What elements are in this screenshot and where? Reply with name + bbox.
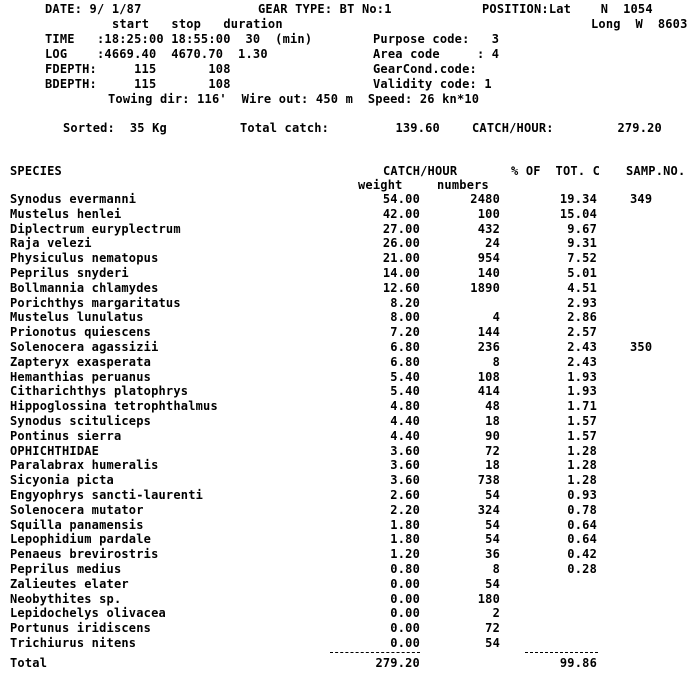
area-code-field: Area code : 4 — [373, 47, 500, 61]
catch-weight: 3.60 — [390, 473, 420, 487]
catch-weight: 2.20 — [390, 503, 420, 517]
species-name: Physiculus nematopus — [10, 251, 159, 265]
pct-total-separator — [525, 652, 598, 653]
sorted-weight: Sorted: 35 Kg — [63, 121, 167, 135]
percent-total: 9.31 — [567, 236, 597, 250]
species-name: Penaeus brevirostris — [10, 547, 159, 561]
percent-total: 5.01 — [567, 266, 597, 280]
catch-weight: 0.00 — [390, 577, 420, 591]
species-name: Mustelus lunulatus — [10, 310, 144, 324]
percent-total: 0.78 — [567, 503, 597, 517]
catch-numbers: 90 — [485, 429, 500, 443]
catch-weight: 6.80 — [390, 355, 420, 369]
gear-type-field: GEAR TYPE: BT No:1 — [258, 2, 392, 16]
percent-total: 15.04 — [559, 207, 597, 221]
percent-total: 7.52 — [567, 251, 597, 265]
catch-numbers: 738 — [477, 473, 500, 487]
catch-weight: 54.00 — [382, 192, 420, 206]
catch-weight: 5.40 — [390, 370, 420, 384]
total-catch-value: 139.60 — [395, 121, 440, 135]
species-name: Porichthys margaritatus — [10, 296, 181, 310]
species-name: Trichiurus nitens — [10, 636, 137, 650]
species-name: Portunus iridiscens — [10, 621, 152, 635]
percent-total: 0.93 — [567, 488, 597, 502]
catch-weight: 1.20 — [390, 547, 420, 561]
catch-weight: 2.60 — [390, 488, 420, 502]
species-name: Peprilus snyderi — [10, 266, 129, 280]
species-name: Raja velezi — [10, 236, 92, 250]
species-name: Solenocera mutator — [10, 503, 144, 517]
catch-numbers: 236 — [477, 340, 500, 354]
validity-code-field: Validity code: 1 — [373, 77, 492, 91]
species-name: Engyophrys sancti-laurenti — [10, 488, 204, 502]
percent-total: 1.71 — [567, 399, 597, 413]
catch-weight: 3.60 — [390, 444, 420, 458]
catch-numbers: 8 — [492, 562, 500, 576]
catch-weight: 0.00 — [390, 621, 420, 635]
catch-numbers: 36 — [485, 547, 500, 561]
catch-weight: 0.00 — [390, 636, 420, 650]
catch-weight: 27.00 — [382, 222, 420, 236]
species-name: Solenocera agassizii — [10, 340, 159, 354]
catch-numbers: 54 — [485, 532, 500, 546]
catch-numbers: 432 — [477, 222, 500, 236]
catch-weight: 7.20 — [390, 325, 420, 339]
total-pct-value: 99.86 — [559, 656, 597, 670]
catch-hour-header: CATCH/HOUR — [383, 164, 458, 178]
catch-numbers: 54 — [485, 488, 500, 502]
catch-numbers: 54 — [485, 577, 500, 591]
species-name: Peprilus medius — [10, 562, 122, 576]
percent-total: 0.64 — [567, 532, 597, 546]
position-long-field: Long W 8603 — [591, 17, 688, 31]
catch-weight: 8.00 — [390, 310, 420, 324]
catch-weight: 21.00 — [382, 251, 420, 265]
purpose-code-field: Purpose code: 3 — [373, 32, 500, 46]
catch-weight: 5.40 — [390, 384, 420, 398]
catch-numbers: 54 — [485, 636, 500, 650]
species-name: Prionotus quiescens — [10, 325, 152, 339]
percent-total: 2.93 — [567, 296, 597, 310]
sample-number: 349 — [630, 192, 653, 206]
pct-total-header: % OF TOT. C — [511, 164, 601, 178]
species-name: Paralabrax humeralis — [10, 458, 159, 472]
catch-weight: 4.40 — [390, 429, 420, 443]
catch-hour-value: 279.20 — [617, 121, 662, 135]
percent-total: 2.43 — [567, 355, 597, 369]
log-field: LOG :4669.40 4670.70 1.30 — [45, 47, 268, 61]
catch-weight: 3.60 — [390, 458, 420, 472]
position-lat-field: POSITION:Lat N 1054 — [482, 2, 653, 16]
catch-weight: 8.20 — [390, 296, 420, 310]
total-catch-label: Total catch: — [240, 121, 330, 135]
percent-total: 4.51 — [567, 281, 597, 295]
percent-total: 1.28 — [567, 473, 597, 487]
species-name: Hippoglossina tetrophthalmus — [10, 399, 218, 413]
species-name: Citharichthys platophrys — [10, 384, 189, 398]
percent-total: 2.86 — [567, 310, 597, 324]
species-name: Lepophidium pardale — [10, 532, 152, 546]
catch-weight: 14.00 — [382, 266, 420, 280]
catch-numbers: 24 — [485, 236, 500, 250]
catch-numbers: 18 — [485, 458, 500, 472]
time-field: TIME :18:25:00 18:55:00 30 (min) — [45, 32, 313, 46]
fdepth-field: FDEPTH: 115 108 — [45, 62, 231, 76]
weight-header: weight — [358, 178, 403, 192]
sample-number: 350 — [630, 340, 653, 354]
sample-number-header: SAMP.NO. — [626, 164, 686, 178]
percent-total: 1.28 — [567, 458, 597, 472]
species-name: Synodus scituliceps — [10, 414, 152, 428]
time-column-headers: start stop duration — [112, 17, 283, 31]
catch-weight: 4.80 — [390, 399, 420, 413]
catch-numbers: 180 — [477, 592, 500, 606]
percent-total: 0.64 — [567, 518, 597, 532]
total-label: Total — [10, 656, 48, 670]
species-name: Synodus evermanni — [10, 192, 137, 206]
species-header: SPECIES — [10, 164, 62, 178]
species-name: Pontinus sierra — [10, 429, 122, 443]
catch-numbers: 4 — [492, 310, 500, 324]
catch-numbers: 48 — [485, 399, 500, 413]
catch-numbers: 8 — [492, 355, 500, 369]
catch-numbers: 1890 — [470, 281, 500, 295]
species-name: Hemanthias peruanus — [10, 370, 152, 384]
species-name: Diplectrum euryplectrum — [10, 222, 181, 236]
catch-numbers: 72 — [485, 444, 500, 458]
species-name: Sicyonia picta — [10, 473, 114, 487]
catch-weight: 0.80 — [390, 562, 420, 576]
percent-total: 2.43 — [567, 340, 597, 354]
date-field: DATE: 9/ 1/87 — [45, 2, 142, 16]
percent-total: 9.67 — [567, 222, 597, 236]
weight-total-separator — [330, 652, 420, 653]
catch-weight: 26.00 — [382, 236, 420, 250]
species-name: Lepidochelys olivacea — [10, 606, 166, 620]
percent-total: 1.93 — [567, 384, 597, 398]
catch-numbers: 414 — [477, 384, 500, 398]
catch-numbers: 18 — [485, 414, 500, 428]
catch-weight: 0.00 — [390, 592, 420, 606]
species-name: Neobythites sp. — [10, 592, 122, 606]
catch-numbers: 140 — [477, 266, 500, 280]
catch-numbers: 2 — [492, 606, 500, 620]
catch-numbers: 72 — [485, 621, 500, 635]
catch-numbers: 2480 — [470, 192, 500, 206]
numbers-header: numbers — [437, 178, 489, 192]
catch-numbers: 144 — [477, 325, 500, 339]
percent-total: 0.42 — [567, 547, 597, 561]
bdepth-field: BDEPTH: 115 108 — [45, 77, 231, 91]
species-name: Zalieutes elater — [10, 577, 129, 591]
species-name: Zapteryx exasperata — [10, 355, 152, 369]
percent-total: 1.28 — [567, 444, 597, 458]
species-name: OPHICHTHIDAE — [10, 444, 100, 458]
catch-numbers: 100 — [477, 207, 500, 221]
catch-weight: 12.60 — [382, 281, 420, 295]
percent-total: 1.93 — [567, 370, 597, 384]
species-name: Squilla panamensis — [10, 518, 144, 532]
catch-weight: 4.40 — [390, 414, 420, 428]
catch-weight: 0.00 — [390, 606, 420, 620]
species-name: Mustelus henlei — [10, 207, 122, 221]
percent-total: 2.57 — [567, 325, 597, 339]
percent-total: 19.34 — [559, 192, 597, 206]
percent-total: 0.28 — [567, 562, 597, 576]
total-weight-value: 279.20 — [375, 656, 420, 670]
catch-numbers: 108 — [477, 370, 500, 384]
catch-weight: 6.80 — [390, 340, 420, 354]
catch-numbers: 54 — [485, 518, 500, 532]
catch-weight: 1.80 — [390, 532, 420, 546]
catch-hour-label: CATCH/HOUR: — [472, 121, 554, 135]
towing-info: Towing dir: 116' Wire out: 450 m Speed: 26 kn*10 — [108, 92, 480, 106]
percent-total: 1.57 — [567, 414, 597, 428]
catch-weight: 1.80 — [390, 518, 420, 532]
gear-cond-field: GearCond.code: — [373, 62, 477, 76]
catch-weight: 42.00 — [382, 207, 420, 221]
catch-numbers: 954 — [477, 251, 500, 265]
percent-total: 1.57 — [567, 429, 597, 443]
species-name: Bollmannia chlamydes — [10, 281, 159, 295]
catch-numbers: 324 — [477, 503, 500, 517]
